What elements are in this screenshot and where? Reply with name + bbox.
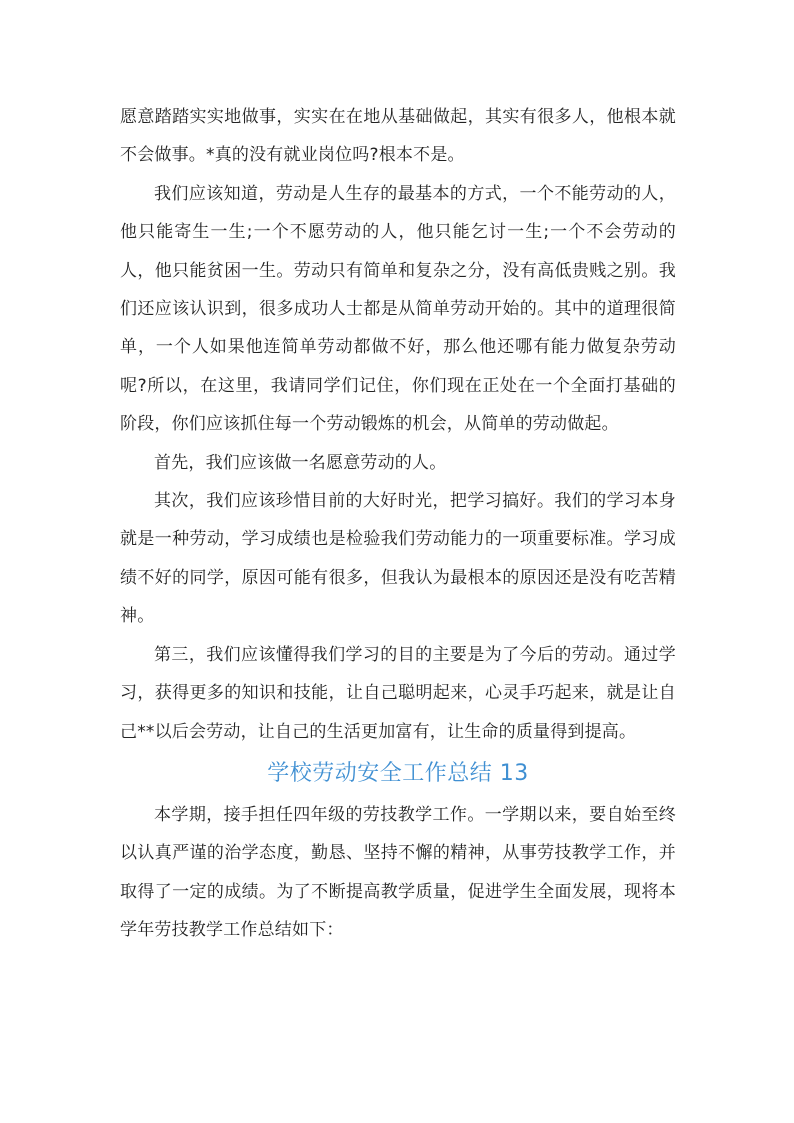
section-heading: 学校劳动安全工作总结 13 bbox=[267, 760, 529, 786]
paragraph: 首先，我们应该做一名愿意劳动的人。 bbox=[154, 452, 447, 473]
paragraph: 第三，我们应该懂得我们学习的目的主要是为了今后的劳动。通过学习，获得更多的知识和技能，让自己聪明起来，心灵手巧起来，就是让自己**以后会劳动，让自己的生活更加富有，让生命的质量得到提高。 bbox=[120, 644, 676, 742]
document-body bbox=[120, 98, 676, 950]
paragraph: 其次，我们应该珍惜目前的大好时光，把学习搞好。我们的学习本身就是一种劳动，学习成绩也是检验我们劳动能力的一项重要标准。学习成绩不好的同学，原因可能有很多，但我认为最根本的原因还是没有吃苦精神。 bbox=[120, 491, 676, 627]
paragraph: 我们应该知道，劳动是人生存的最基本的方式，一个不能劳动的人，他只能寄生一生;一个不愿劳动的人，他只能乞讨一生;一个不会劳动的人，他只能贫困一生。劳动只有简单和复杂之分，没有高低贵贱之别。我们还应该认识到，很多成功人士都是从简单劳动开始的。其中的道理很简单，一个人如果他连简单劳动都做不好，那么他还哪有能力做复杂劳动呢?所以，在这里，我请同学们记住，你们现在正处在一个全面打基础的阶段，你们应该抓住每一个劳动锻炼的机会，从简单的劳动做起。 bbox=[120, 183, 676, 435]
paragraph: 愿意踏踏实实地做事，实实在在地从基础做起，其实有很多人，他根本就不会做事。*真的没有就业岗位吗?根本不是。 bbox=[120, 107, 676, 166]
paragraph: 本学期，接手担任四年级的劳技教学工作。一学期以来，要自始至终以认真严谨的治学态度，勤恳、坚持不懈的精神，从事劳技教学工作，并取得了一定的成绩。为了不断提高教学质量，促进学生全面发展，现将本学年劳技教学工作总结如下： bbox=[120, 804, 676, 941]
